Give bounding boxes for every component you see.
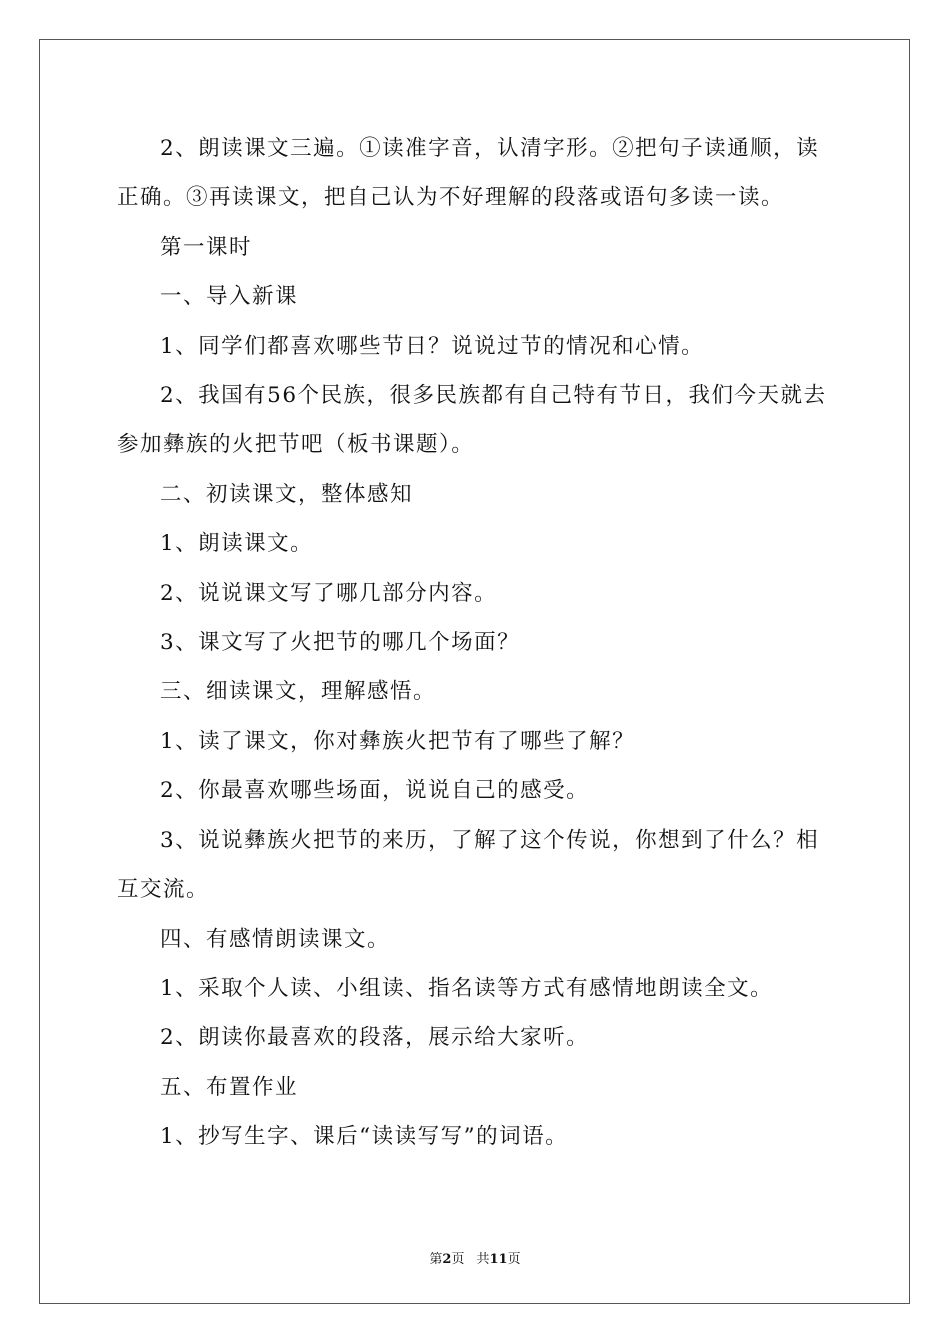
paragraph: 3、课文写了火把节的哪几个场面？ [160,630,521,656]
paragraph: 2、我国有56个民族，很多民族都有自己特有节日，我们今天就去参加彝族的火把节吧（板书课题）。 [117,383,827,458]
paragraph: 四、有感情朗读课文。 [160,926,391,952]
page-suffix: 页 [451,1252,465,1267]
page-footer [0,1248,950,1267]
paragraph: 2、说说课文写了哪几部分内容。 [160,580,498,606]
paragraph: 1、采取个人读、小组读、指名读等方式有感情地朗读全文。 [160,975,774,1001]
paragraph: 五、布置作业 [160,1074,299,1100]
paragraph: 三、细读课文，理解感悟。 [160,679,437,705]
paragraph: 2、你最喜欢哪些场面，说说自己的感受。 [160,778,590,804]
paragraph: 二、初读课文，整体感知 [160,481,414,507]
paragraph: 1、同学们都喜欢哪些节日？说说过节的情况和心情。 [160,333,705,359]
paragraph: 第一课时 [160,234,253,260]
paragraph: 2、朗读课文三遍。①读准字音，认清字形。②把句子读通顺，读正确。③再读课文，把自己认为不好理解的段落或语句多读一读。 [117,136,820,211]
page-prefix: 第 [429,1252,443,1267]
paragraph: 1、读了课文，你对彝族火把节有了哪些了解？ [160,728,636,754]
paragraph: 2、朗读你最喜欢的段落，展示给大家听。 [160,1025,590,1051]
paragraph: 1、朗读课文。 [160,531,314,557]
page-number: 2 [442,1252,452,1267]
paragraph: 一、导入新课 [160,284,299,310]
document-body [117,124,837,1162]
paragraph: 1、抄写生字、课后“读读写写”的词语。 [160,1124,569,1150]
paragraph: 3、说说彝族火把节的来历，了解了这个传说，你想到了什么？相互交流。 [117,827,820,903]
total-prefix: 共 [476,1252,490,1267]
total-suffix: 页 [507,1252,521,1267]
total-pages: 11 [489,1252,508,1267]
